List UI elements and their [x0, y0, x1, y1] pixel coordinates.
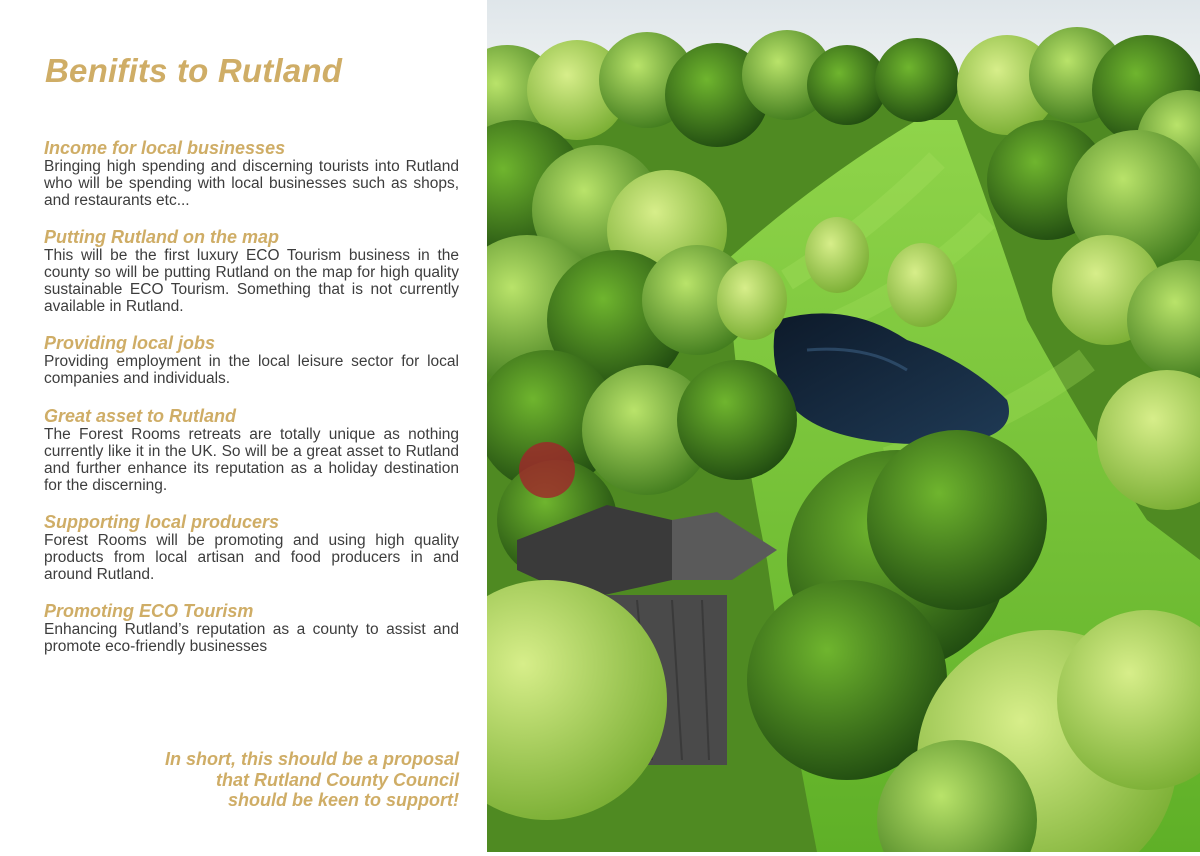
section-heading: Providing local jobs — [44, 333, 216, 353]
section-heading: Income for local businesses — [44, 138, 286, 158]
section-heading: Supporting local producers — [44, 512, 280, 532]
section-body: Forest Rooms will be promoting and using high quality products from local artisan and food producers in and around Rutland. — [44, 532, 459, 583]
aerial-forest-photo — [487, 0, 1200, 852]
section-income — [44, 138, 459, 209]
section-on-the-map — [44, 227, 459, 315]
text-panel — [0, 0, 487, 856]
section-local-jobs — [44, 333, 459, 387]
closing-line: In short, this should be a proposal — [164, 749, 459, 769]
section-local-producers — [44, 512, 459, 583]
section-great-asset — [44, 406, 459, 494]
section-body: The Forest Rooms retreats are totally unique as nothing currently like it in the UK. So will be a great asset to Rutland and further enhance its reputation as a holiday destination for the discerning. — [44, 426, 459, 494]
section-body: Bringing high spending and discerning tourists into Rutland who will be spending with local businesses such as shops, and restaurants etc... — [44, 158, 459, 209]
section-body: This will be the first luxury ECO Tourism business in the county so will be putting Rutland on the map for high quality sustainable ECO Tourism. Something that is not currently available in Rutland. — [44, 247, 459, 315]
section-body: Providing employment in the local leisure sector for local companies and individuals. — [44, 353, 459, 387]
section-heading: Putting Rutland on the map — [44, 227, 279, 247]
closing-line: that Rutland County Council — [216, 769, 459, 790]
section-eco-tourism — [44, 601, 459, 655]
section-body: Enhancing Rutland’s reputation as a county to assist and promote eco-friendly businesses — [44, 621, 459, 655]
closing-statement — [99, 749, 459, 811]
page-title: Benifits to Rutland — [45, 52, 343, 89]
section-heading: Great asset to Rutland — [44, 406, 237, 426]
closing-line: should be keen to support! — [227, 790, 459, 810]
section-heading: Promoting ECO Tourism — [44, 601, 254, 621]
aerial-forest-illustration — [487, 0, 1200, 852]
